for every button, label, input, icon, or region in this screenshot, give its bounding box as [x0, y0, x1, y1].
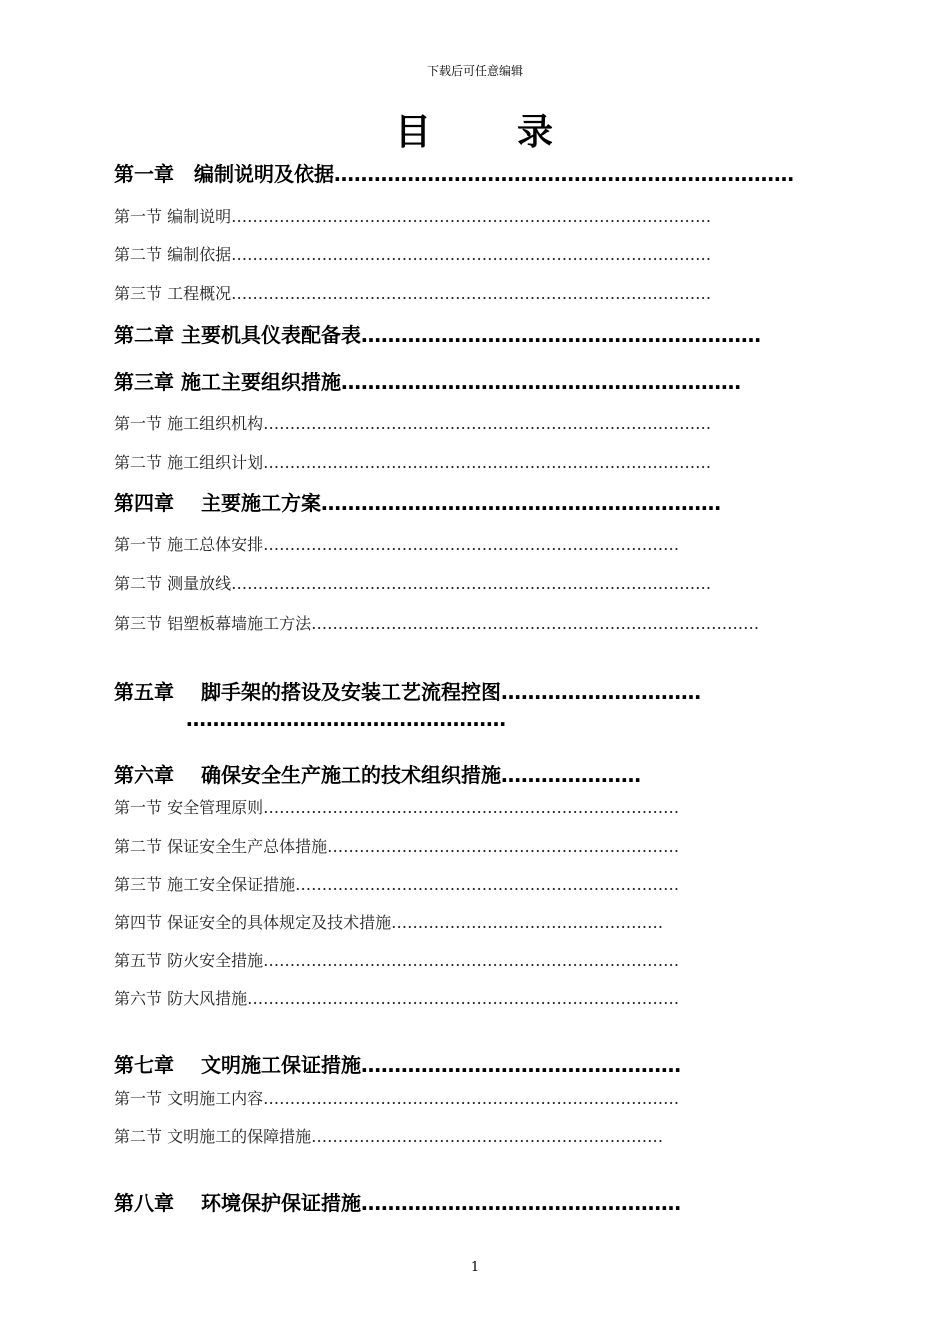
toc-leader: ……………………………………………………………………: [263, 1089, 680, 1108]
toc-entry-title: 第三章 施工主要组织措施: [114, 370, 341, 394]
toc-section: [114, 872, 679, 895]
toc-leader: ………………………………………………………………………………: [231, 284, 712, 303]
toc-entry-title: 第四章 主要施工方案: [114, 491, 321, 515]
toc-entry-title: 第二节 保证安全生产总体措施: [114, 837, 328, 856]
toc-section: [114, 450, 711, 473]
toc-leader: …………………………………………: [360, 1053, 681, 1077]
page-header-note: 下载后可任意编辑: [426, 64, 523, 78]
toc-section: [114, 242, 711, 265]
toc-entry-title: 第八章 环境保护保证措施: [114, 1191, 361, 1215]
toc-leader: …………………………………………………………………………: [311, 614, 760, 633]
toc-entry-title: 第一节 安全管理原则: [114, 798, 264, 817]
toc-leader: …………………………………………………………: [327, 837, 680, 856]
toc-leader: ……………………………………………………………………: [263, 798, 680, 817]
page-number: 1: [470, 1260, 480, 1275]
toc-chapter-4: [114, 487, 721, 516]
toc-entry-title: 第一节 施工总体安排: [114, 535, 264, 554]
toc-section: [114, 986, 679, 1009]
toc-entry-title: 第六节 防大风措施: [114, 989, 248, 1008]
toc-leader: ………………………………………………………………………………: [231, 245, 712, 264]
toc-leader: …………………………………………: [186, 707, 506, 731]
toc-entry-title: 第一章 编制说明及依据: [114, 162, 334, 186]
toc-section: [114, 910, 663, 933]
toc-leader: ……………………………………………………………………: [263, 951, 680, 970]
toc-chapter-8: [114, 1187, 681, 1216]
toc-entry-title: 第四节 保证安全的具体规定及技术措施: [114, 913, 392, 932]
toc-chapter-3: [114, 366, 741, 395]
toc-section: [114, 1086, 679, 1109]
toc-leader: ……………………………………………………: [340, 370, 741, 394]
toc-entry-title: 第一节 施工组织机构: [114, 414, 264, 433]
toc-section: [114, 948, 679, 971]
toc-section: [114, 611, 759, 634]
toc-leader: ……………………………………………………………: [334, 162, 794, 186]
toc-chapter-2: [114, 319, 761, 348]
toc-leader: ………………………………………………………………: [295, 875, 680, 894]
toc-leader: …………………………………………………………………………: [263, 453, 712, 472]
toc-entry-title: 第一节 文明施工内容: [114, 1089, 264, 1108]
toc-entry-title: 第二节 文明施工的保障措施: [114, 1127, 312, 1146]
toc-entry-title: 第二节 测量放线: [114, 574, 232, 593]
toc-section: [114, 281, 711, 304]
toc-section: [114, 204, 711, 227]
toc-entry-title: 第三节 施工安全保证措施: [114, 875, 296, 894]
toc-entry-title: 第二节 编制依据: [114, 245, 232, 264]
toc-leader: …………………………………………………………: [311, 1127, 664, 1146]
toc-entry-title: 第三节 铝塑板幕墙施工方法: [114, 614, 312, 633]
toc-entry-title: 第一节 编制说明: [114, 207, 232, 226]
toc-section: [114, 795, 679, 818]
toc-leader: ………………………………………………………………………………: [231, 574, 712, 593]
toc-leader: …………………………: [500, 680, 701, 704]
toc-section: [114, 571, 711, 594]
page-title: [0, 104, 950, 155]
toc-section: [114, 532, 679, 555]
toc-leader: ………………………………………………………………………: [247, 989, 680, 1008]
toc-chapter-6: [114, 759, 641, 788]
title-char-right: 录: [517, 112, 556, 153]
toc-entry-title: 第五节 防火安全措施: [114, 951, 264, 970]
toc-entry-title: 第三节 工程概况: [114, 284, 232, 303]
toc-leader: ……………………………………………………: [360, 323, 761, 347]
toc-leader: ………………………………………………………………………………: [231, 207, 712, 226]
toc-chapter-7: [114, 1049, 681, 1078]
toc-entry-title: 第二章 主要机具仪表配备表: [114, 323, 361, 347]
toc-leader: …………………………………………………………………………: [263, 414, 712, 433]
toc-leader: ……………………………………………………: [320, 491, 721, 515]
toc-leader: …………………: [500, 763, 641, 787]
toc-chapter-1: [114, 158, 794, 187]
toc-entry-title: 第六章 确保安全生产施工的技术组织措施: [114, 763, 501, 787]
toc-leader: …………………………………………: [360, 1191, 681, 1215]
toc-chapter-5: [114, 676, 701, 705]
toc-section: [114, 411, 711, 434]
toc-leader: ……………………………………………: [391, 913, 664, 932]
toc-entry-title: 第五章 脚手架的搭设及安装工艺流程控图: [114, 680, 501, 704]
toc-entry-title: 第七章 文明施工保证措施: [114, 1053, 361, 1077]
toc-section: [114, 834, 679, 857]
toc-entry-title: 第二节 施工组织计划: [114, 453, 264, 472]
title-char-left: 目: [394, 112, 433, 153]
toc-section: [114, 1124, 663, 1147]
toc-leader: ……………………………………………………………………: [263, 535, 680, 554]
toc-chapter-5-continuation: [186, 707, 506, 731]
